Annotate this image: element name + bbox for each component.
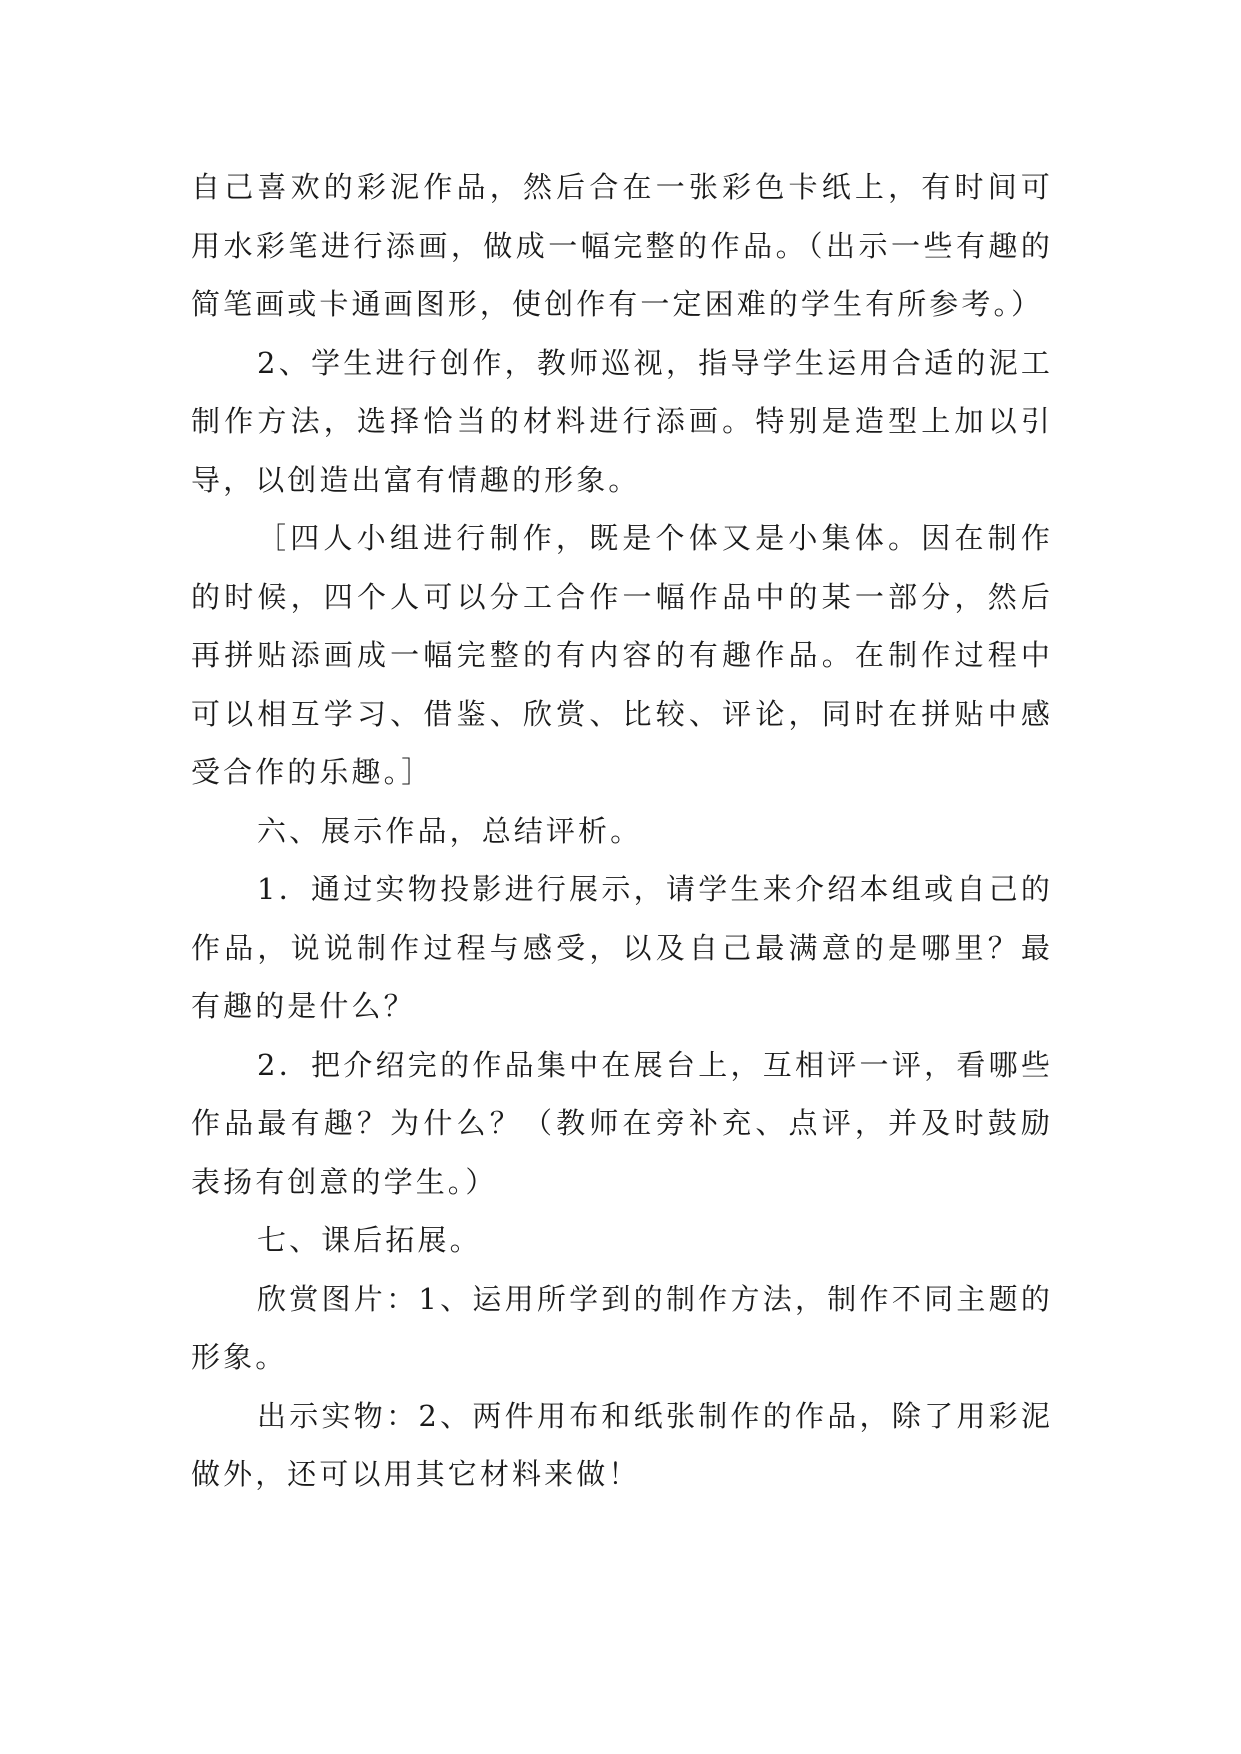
paragraph-step-2: 2、学生进行创作，教师巡视，指导学生运用合适的泥工制作方法，选择恰当的材料进行添画。特别是造型上加以引导，以创造出富有情趣的形象。 [191, 345, 1053, 497]
paragraph-appreciate-images: 欣赏图片：1、运用所学到的制作方法，制作不同主题的形象。 [191, 1281, 1053, 1374]
paragraph-item-2: 2．把介绍完的作品集中在展台上，互相评一评，看哪些作品最有趣？为什么？（教师在旁补充、点评，并及时鼓励表扬有创意的学生。） [191, 1047, 1053, 1199]
document-body [191, 158, 1053, 1504]
paragraph-show-objects: 出示实物：2、两件用布和纸张制作的作品，除了用彩泥做外，还可以用其它材料来做！ [191, 1398, 1053, 1491]
paragraph-group-note: ［四人小组进行制作，既是个体又是小集体。因在制作的时候，四个人可以分工合作一幅作品中的某一部分，然后再拼贴添画成一幅完整的有内容的有趣作品。在制作过程中可以相互学习、借鉴、欣赏、比较、评论，同时在拼贴中感受合作的乐趣。］ [191, 521, 1053, 789]
section-heading-6: 六、展示作品，总结评析。 [257, 813, 643, 848]
paragraph-item-1: 1．通过实物投影进行展示，请学生来介绍本组或自己的作品，说说制作过程与感受，以及自己最满意的是哪里？最有趣的是什么？ [191, 872, 1053, 1023]
paragraph-continued: 自己喜欢的彩泥作品，然后合在一张彩色卡纸上，有时间可用水彩笔进行添画，做成一幅完整的作品。（出示一些有趣的简笔画或卡通画图形，使创作有一定困难的学生有所参考。） [191, 170, 1053, 321]
section-heading-7: 七、课后拓展。 [257, 1223, 482, 1257]
